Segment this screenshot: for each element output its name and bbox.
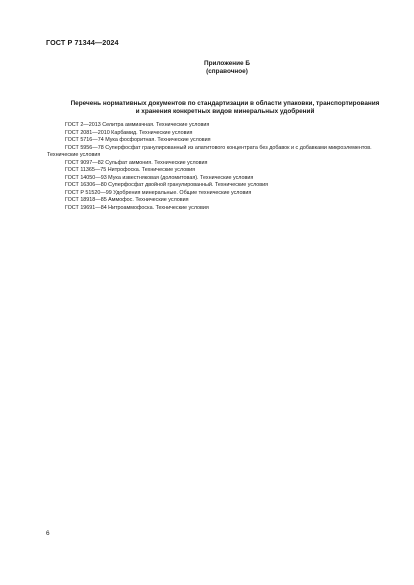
reference-item: ГОСТ 14050—93 Мука известняковая (доломитовая). Технические условия — [65, 174, 254, 181]
reference-item: ГОСТ 5956—78 Суперфосфат гранулированный из апатитового концентрата без добавок и с добавками микроэлементов. Технические условия — [47, 144, 372, 158]
page-number: 6 — [46, 530, 50, 537]
document-code: ГОСТ Р 71344—2024 — [46, 38, 119, 47]
reference-item: ГОСТ 18918—85 Аммофос. Технические условия — [65, 197, 189, 203]
appendix-note: (справочное) — [206, 68, 248, 75]
reference-item: ГОСТ 16306—80 Суперфосфат двойной гранулированный. Технические условия — [65, 182, 269, 188]
reference-item: ГОСТ Р 51520—99 Удобрения минеральные. Общие технические условия — [65, 189, 252, 196]
reference-item: ГОСТ 19691—84 Нитроаммофоска. Технические условия — [65, 204, 209, 211]
reference-item: ГОСТ 5716—74 Мука фосфоритная. Технические условия — [65, 137, 211, 143]
section-heading: Перечень нормативных документов по стандартизации в области упаковки, транспортирования и хранения конкретных видов минеральных удобрений — [70, 100, 380, 115]
reference-item: ГОСТ 2—2013 Селитра аммиачная. Технические условия — [65, 122, 210, 128]
reference-item: ГОСТ 2081—2010 Карбамид. Технические условия — [65, 129, 193, 136]
reference-list — [47, 122, 383, 212]
reference-item: ГОСТ 11365—75 Нитрофоска. Технические условия — [65, 167, 196, 173]
reference-item: ГОСТ 9097—82 Сульфат аммония. Технические условия — [65, 159, 208, 166]
appendix-title: Приложение Б — [204, 60, 250, 67]
